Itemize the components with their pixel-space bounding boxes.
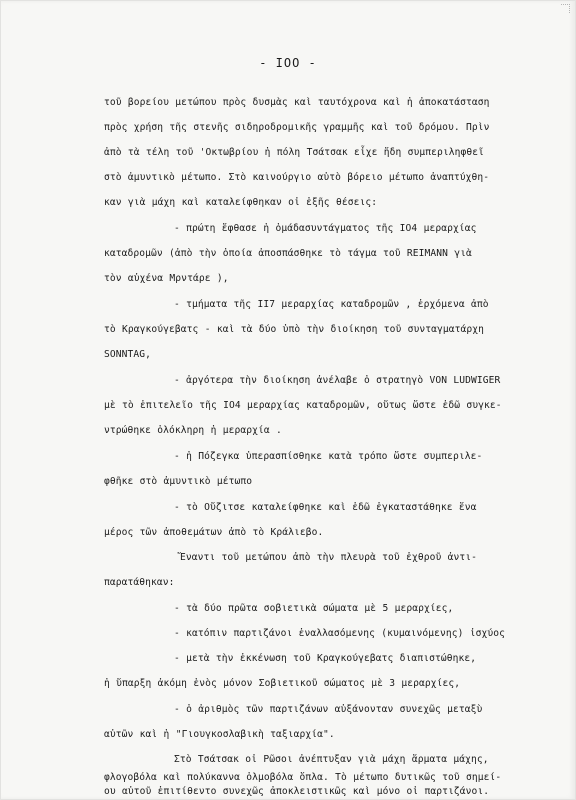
text-line: μὲ τὸ ἐπιτελεῖο τῆς IO4 μεραρχίας καταδρομῶν, οὕτως ὥστε ἐδῶ συγκε-: [104, 400, 502, 411]
text-line: - ὁ ἀριθμὸς τῶν παρτιζάνων αὐξάνονταν συνεχῶς μεταξὺ: [174, 704, 483, 715]
text-line: ἡ ὕπαρξη ἀκόμη ἑνὸς μόνον Σοβιετικοῦ σώματος μὲ 3 μεραρχίες,: [104, 678, 461, 689]
text-line: - κατόπιν παρτιζάνοι ἐναλλασόμενης (κυμαινόμενης) ἰσχύος: [174, 628, 506, 639]
text-line: - τμήματα τῆς II7 μεραρχίας καταδρομῶν , ἐρχόμενα ἀπὸ: [174, 299, 489, 310]
text-line: τοῦ βορείου μετώπου πρὸς δυσμὰς καὶ ταυτόχρονα καὶ ἡ ἀποκατάσταση: [104, 97, 490, 108]
text-line: SONNTAG,: [104, 349, 152, 360]
text-line: φθῆκε στὸ ἀμυντικὸ μέτωπο: [104, 476, 253, 487]
text-line: καταδρομῶν (ἀπὸ τὴν ὁποία ἀποσπάσθηκε τὸ τάγμα τοῦ REIMANN γιὰ: [104, 248, 472, 259]
text-line: ου αὐτοῦ ἐπιτίθεντο συνεχῶς ἀποκλειστικῶς καὶ μόνο οἱ παρτιζάνοι.: [104, 786, 490, 797]
text-line: - τὰ δύο πρῶτα σοβιετικὰ σώματα μὲ 5 μεραρχίες,: [174, 603, 454, 614]
text-line: πρὸς χρήση τῆς στενῆς σιδηροδρομικῆς γραμμῆς καὶ τοῦ δρόμου. Πρὶν: [104, 122, 490, 133]
page-number: - IOO -: [259, 56, 317, 70]
text-line: στὸ ἀμυντικὸ μέτωπο. Στὸ καινούργιο αὐτὸ βόρειο μέτωπο ἀναπτύχθη-: [104, 172, 490, 183]
text-line: - ἡ Πόζεγκα ὑπερασπίσθηκε κατὰ τρόπο ὥστε συμπεριλε-: [174, 451, 483, 462]
text-line: - τὸ Οὔζιτσε καταλείφθηκε καὶ ἐδῶ ἐγκαταστάθηκε ἕνα: [174, 502, 477, 513]
text-line: - ἀργότερα τὴν διοίκηση ἀνέλαβε ὁ στρατηγὸ VON LUDWIGER: [174, 375, 501, 386]
text-line: καν γιὰ μάχη καὶ καταλείφθηκαν οἱ ἑξῆς θέσεις:: [104, 197, 378, 208]
text-line: παρατάθηκαν:: [104, 577, 175, 588]
text-line: τὸ Κραγκούγεβατς - καὶ τὰ δύο ὑπὸ τὴν διοίκηση τοῦ συνταγματάρχη: [104, 324, 485, 335]
text-line: μέρος τῶν ἀποθεμάτων ἀπὸ τὸ Κράλιεβο.: [104, 527, 324, 538]
text-line: φλογοβόλα καὶ πολύκαννα ὁλμοβόλα ὅπλα. Τὸ μέτωπο δυτικῶς τοῦ σημεί-: [104, 772, 502, 783]
text-line: Ἔναντι τοῦ μετώπου ἀπὸ τὴν πλευρὰ τοῦ ἐχθροῦ ἀντι-: [180, 552, 477, 563]
text-line: τὸν αὐχένα Μρντάρε ),: [104, 273, 229, 284]
text-line: ντρώθηκε ὁλόκληρη ἡ μεραρχία .: [104, 425, 282, 436]
text-line: Στὸ Τσάτσακ οἱ Ρῶσοι ἀνέπτυξαν γιὰ μάχη ἅρματα μάχης,: [174, 754, 489, 765]
corner-mark: [561, 4, 570, 13]
text-line: - πρώτη ἔφθασε ἡ ὁμάδασυντάγματος τῆς IO4 μεραρχίας: [174, 223, 477, 234]
text-line: αὐτῶν καὶ ἡ "Γιουγκοσλαβικὴ ταξιαρχία".: [104, 729, 335, 740]
text-line: ἀπὸ τὰ τέλη τοῦ 'Οκτωβρίου ἡ πόλη Τσάτσακ εἶχε ἤδη συμπεριληφθεῖ: [104, 147, 485, 158]
text-line: - μετὰ τὴν ἐκκένωση τοῦ Κραγκούγεβατς διαπιστώθηκε,: [174, 653, 477, 664]
